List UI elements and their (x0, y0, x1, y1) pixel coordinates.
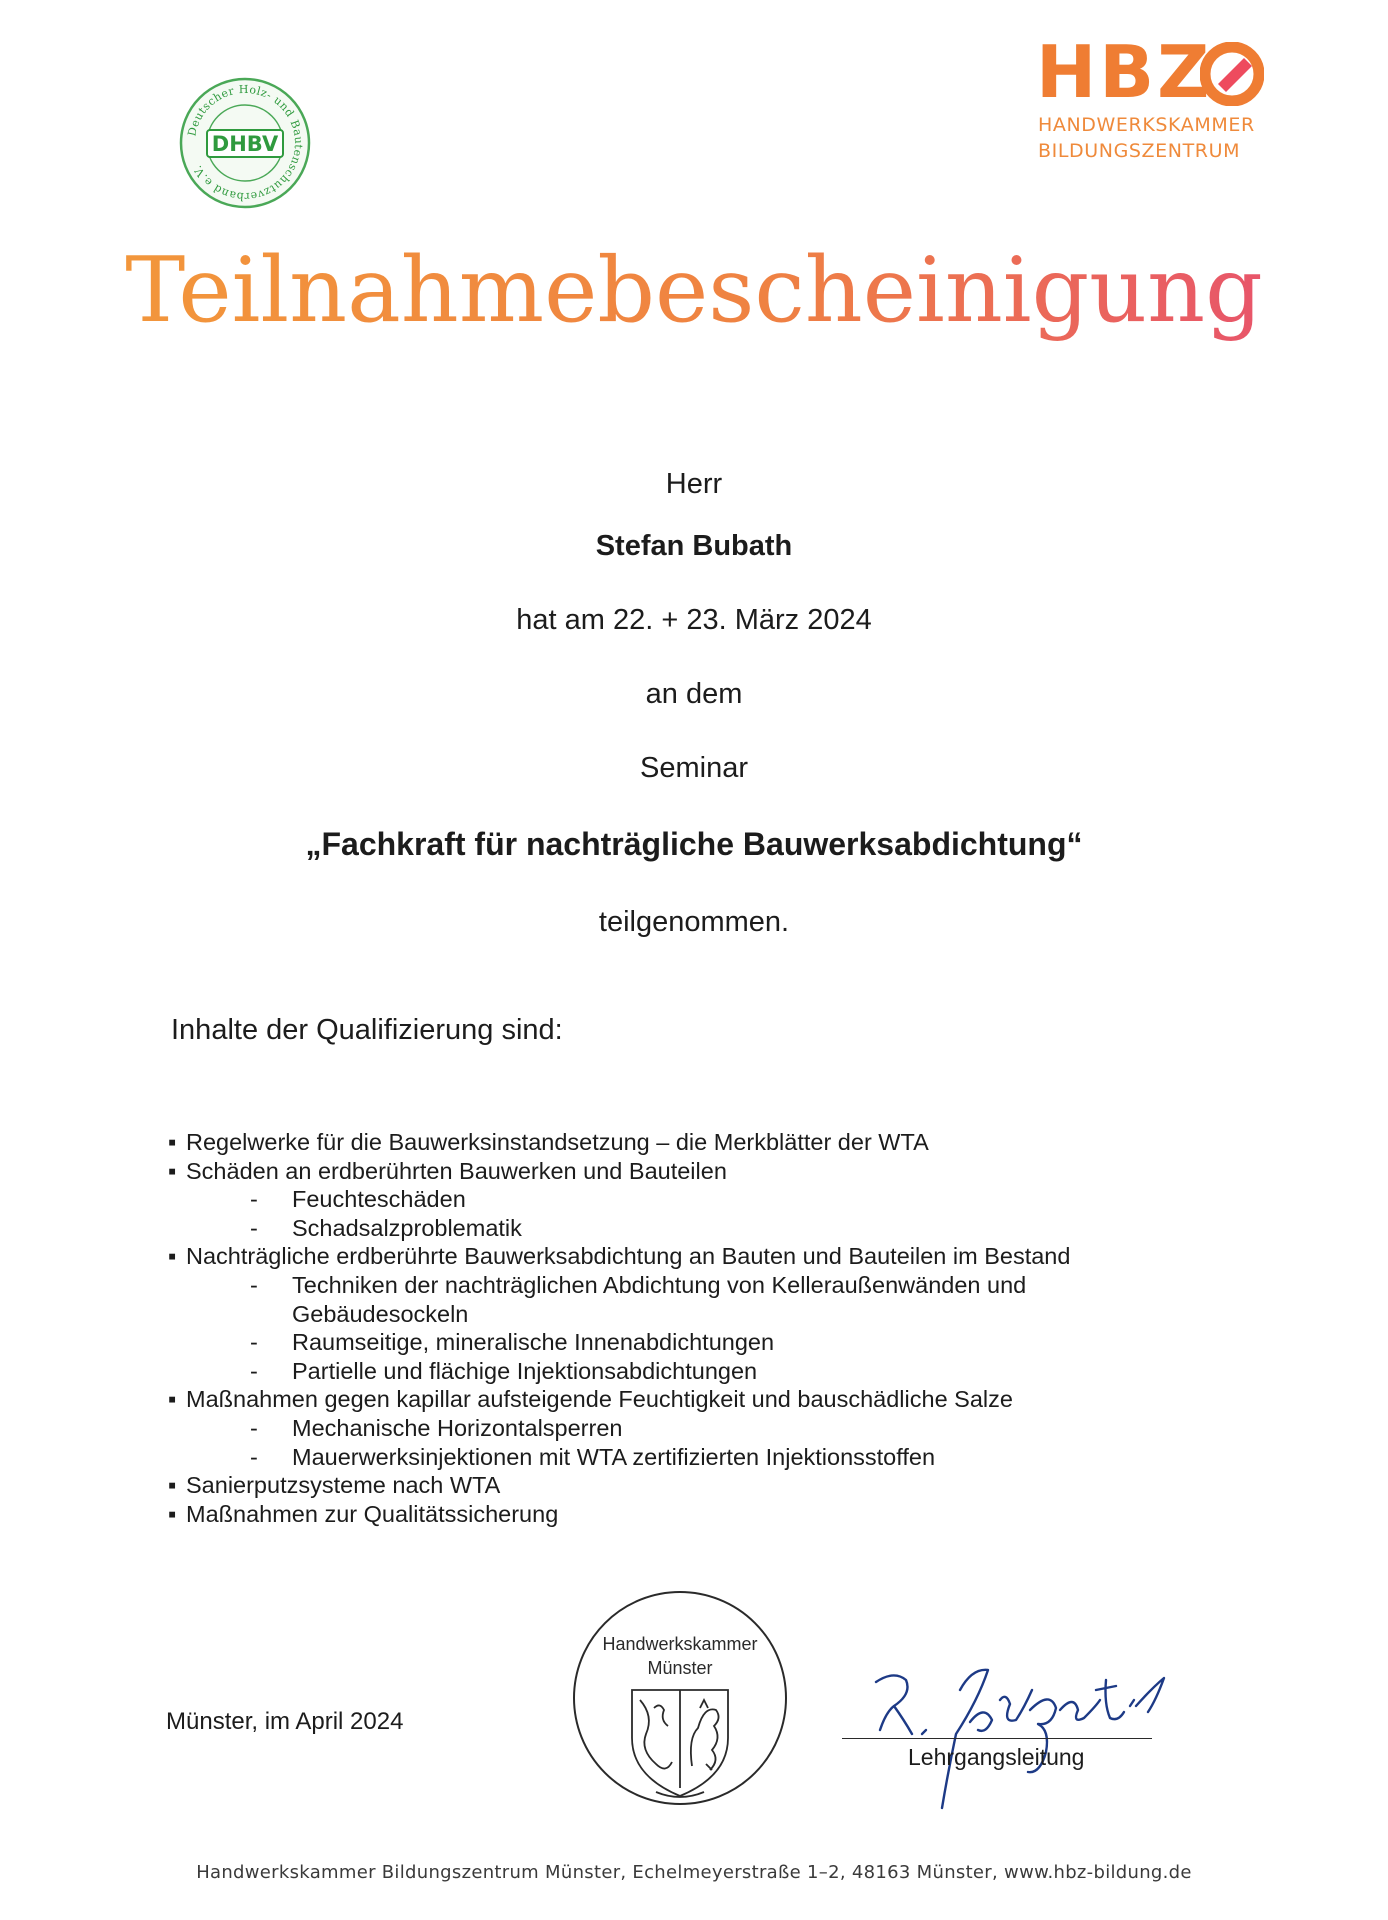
place-date: Münster, im April 2024 (166, 1708, 404, 1735)
dash-icon: - (250, 1271, 258, 1298)
handwritten-signature (860, 1660, 1200, 1810)
sub-item-text: Feuchteschäden (292, 1186, 466, 1213)
contents-list (168, 1128, 1268, 1528)
certificate-title: Teilnahmebescheinigung (0, 236, 1388, 346)
hwk-muenster-seal (570, 1588, 790, 1808)
sub-item (168, 1214, 1268, 1243)
dash-icon: - (250, 1186, 258, 1213)
sub-item (168, 1414, 1268, 1443)
list-item (168, 1385, 1268, 1414)
dhbv-seal-logo (178, 76, 312, 210)
participant-name: Stefan Bubath (595, 530, 793, 562)
sub-item-text: Mauerwerksinjektionen mit WTA zertifizierten Injektionsstoffen (292, 1443, 936, 1470)
sub-item-text: Raumseitige, mineralische Innenabdichtungen (292, 1329, 775, 1356)
dash-icon: - (250, 1214, 258, 1241)
sub-item-text: Partielle und flächige Injektionsabdichtungen (292, 1357, 758, 1384)
bullet-icon: ▪ (168, 1243, 177, 1270)
list-item (168, 1471, 1268, 1500)
hbz-diamond-icon (1200, 42, 1264, 106)
bullet-icon: ▪ (168, 1157, 177, 1184)
list-item-text: Maßnahmen zur Qualitätssicherung (186, 1500, 559, 1527)
attendance-date: hat am 22. + 23. März 2024 (516, 604, 872, 636)
bullet-icon: ▪ (168, 1129, 177, 1155)
sub-item-text: Schadsalzproblematik (292, 1214, 522, 1241)
dash-icon: - (250, 1357, 258, 1384)
bullet-icon: ▪ (168, 1500, 177, 1527)
connector-text: an dem (645, 678, 743, 710)
closing-text: teilgenommen. (598, 906, 790, 938)
seminar-title: „Fachkraft für nachträgliche Bauwerksabdichtung“ (305, 826, 1083, 862)
list-item (168, 1500, 1268, 1529)
list-item-text: Maßnahmen gegen kapillar aufsteigende Feuchtigkeit und bauschädliche Salze (186, 1386, 1013, 1413)
list-item-text: Schäden an erdberührten Bauwerken und Bauteilen (186, 1157, 727, 1184)
dhbv-name: DHBV (211, 132, 279, 156)
hbz-letters: HBZ (1036, 30, 1213, 114)
coat-of-arms-icon (632, 1690, 728, 1797)
sub-item (168, 1328, 1268, 1357)
hbz-subtitle-line-1: HANDWERKSKAMMER (1038, 114, 1255, 136)
contents-heading: Inhalte der Qualifizierung sind: (171, 1014, 563, 1046)
list-item (168, 1157, 1268, 1186)
list-item-text: Nachträgliche erdberührte Bauwerksabdichtung an Bauten und Bauteilen im Bestand (186, 1243, 1071, 1270)
seminar-label: Seminar (640, 752, 748, 784)
sub-item (168, 1443, 1268, 1472)
seal-line-2: Münster (647, 1658, 713, 1678)
bullet-icon: ▪ (168, 1386, 177, 1413)
signature-line (842, 1738, 1152, 1739)
dash-icon: - (250, 1329, 258, 1356)
hbz-subtitle-line-2: BILDUNGSZENTRUM (1038, 140, 1241, 162)
seal-line-1: Handwerkskammer (602, 1634, 758, 1654)
list-item (168, 1128, 1268, 1157)
dash-icon: - (250, 1414, 258, 1441)
salutation: Herr (665, 468, 723, 500)
sub-item (168, 1271, 1132, 1328)
footer-address: Handwerkskammer Bildungszentrum Münster, Echelmeyerstraße 1–2, 48163 Münster, www.hbz-bildung.de (196, 1862, 1192, 1883)
signature-label: Lehrgangsleitung (908, 1744, 1085, 1770)
list-item (168, 1242, 1268, 1271)
list-item-text: Sanierputzsysteme nach WTA (186, 1472, 501, 1499)
sub-item (168, 1185, 1268, 1214)
sub-item-text: Techniken der nachträglichen Abdichtung von Kelleraußenwänden und Gebäudesockeln (292, 1271, 1027, 1327)
sub-item (168, 1357, 1268, 1386)
dash-icon: - (250, 1443, 258, 1470)
dhbv-ring-text: Deutscher Holz- und Bautenschutzverband e.V. (185, 82, 306, 204)
sub-item-text: Mechanische Horizontalsperren (292, 1414, 623, 1441)
bullet-icon: ▪ (168, 1472, 177, 1499)
list-item-text: Regelwerke für die Bauwerksinstandsetzung – die Merkblätter der WTA (186, 1129, 929, 1155)
hbz-logo (1036, 30, 1276, 166)
